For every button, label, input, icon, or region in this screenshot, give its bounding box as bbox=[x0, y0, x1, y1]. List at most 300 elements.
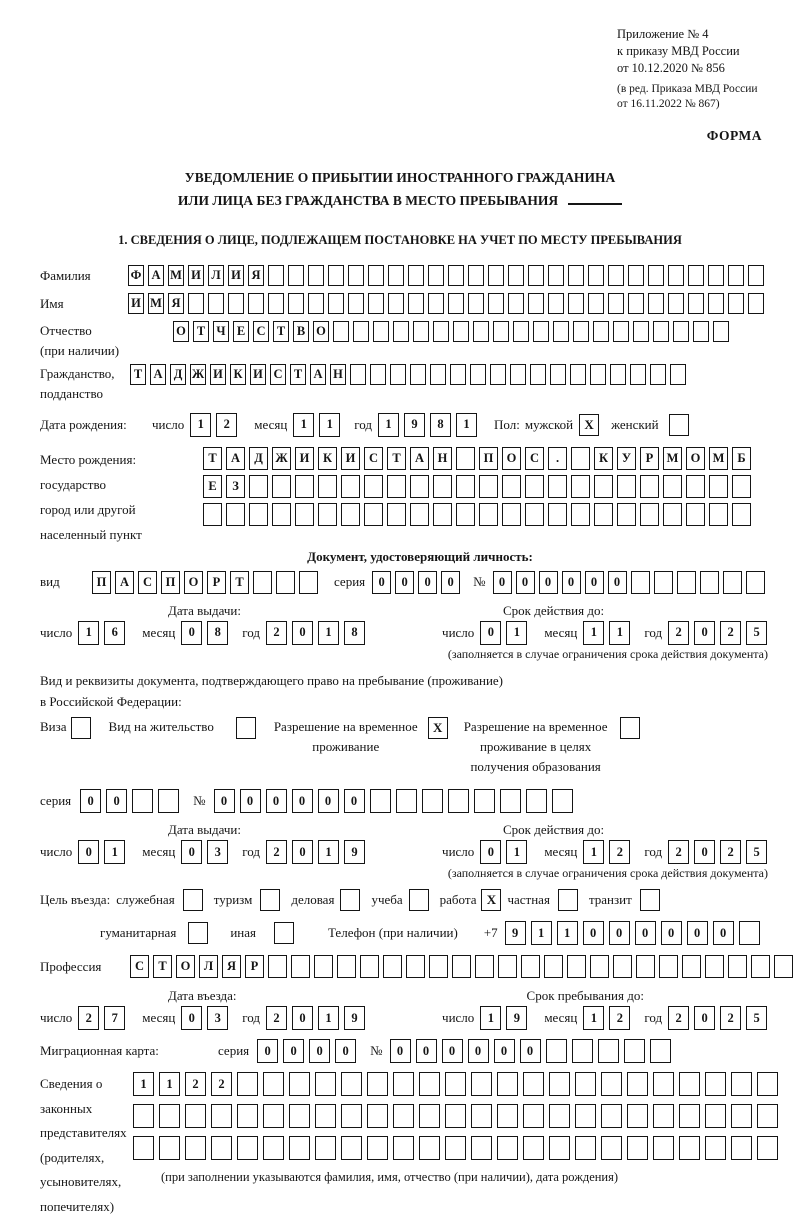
char-box[interactable] bbox=[433, 321, 449, 342]
char-box[interactable] bbox=[686, 503, 705, 526]
char-box[interactable] bbox=[608, 265, 624, 286]
char-box[interactable] bbox=[315, 1104, 336, 1128]
char-box[interactable] bbox=[608, 293, 624, 314]
char-box[interactable]: 1 bbox=[506, 621, 527, 645]
char-box[interactable] bbox=[490, 364, 506, 385]
char-box[interactable] bbox=[624, 1039, 645, 1063]
char-box[interactable]: И bbox=[210, 364, 226, 385]
temp-residence-edu-checkbox[interactable] bbox=[620, 717, 640, 739]
birth-month-boxes[interactable] bbox=[293, 413, 345, 437]
char-box[interactable]: Л bbox=[208, 265, 224, 286]
char-box[interactable] bbox=[628, 265, 644, 286]
char-box[interactable] bbox=[448, 789, 469, 813]
birth-place-boxes-2[interactable] bbox=[203, 475, 755, 498]
purpose-other-checkbox[interactable] bbox=[274, 922, 294, 944]
char-box[interactable]: 2 bbox=[668, 621, 689, 645]
purpose-tourism-checkbox[interactable] bbox=[260, 889, 280, 911]
char-box[interactable]: 0 bbox=[416, 1039, 437, 1063]
char-box[interactable] bbox=[268, 955, 287, 978]
char-box[interactable] bbox=[731, 1136, 752, 1160]
char-box[interactable] bbox=[709, 475, 728, 498]
char-box[interactable] bbox=[650, 364, 666, 385]
char-box[interactable]: 1 bbox=[480, 1006, 501, 1030]
char-box[interactable] bbox=[185, 1136, 206, 1160]
char-box[interactable] bbox=[341, 503, 360, 526]
char-box[interactable] bbox=[452, 955, 471, 978]
char-box[interactable] bbox=[370, 364, 386, 385]
char-box[interactable]: Н bbox=[433, 447, 452, 470]
char-box[interactable] bbox=[228, 293, 244, 314]
char-box[interactable]: Т bbox=[203, 447, 222, 470]
char-box[interactable] bbox=[364, 475, 383, 498]
char-box[interactable] bbox=[479, 475, 498, 498]
char-box[interactable] bbox=[419, 1104, 440, 1128]
char-box[interactable]: 0 bbox=[694, 840, 715, 864]
char-box[interactable] bbox=[474, 789, 495, 813]
temp-residence-checkbox[interactable]: X bbox=[428, 717, 448, 739]
char-box[interactable]: Т bbox=[230, 571, 249, 594]
char-box[interactable]: Н bbox=[330, 364, 346, 385]
char-box[interactable]: 2 bbox=[609, 840, 630, 864]
migration-series-boxes[interactable] bbox=[257, 1039, 361, 1063]
char-box[interactable] bbox=[610, 364, 626, 385]
char-box[interactable]: М bbox=[663, 447, 682, 470]
char-box[interactable] bbox=[502, 475, 521, 498]
char-box[interactable]: 0 bbox=[687, 921, 708, 945]
char-box[interactable]: 0 bbox=[493, 571, 512, 594]
char-box[interactable] bbox=[650, 1039, 671, 1063]
char-box[interactable] bbox=[588, 265, 604, 286]
char-box[interactable] bbox=[276, 571, 295, 594]
char-box[interactable] bbox=[500, 789, 521, 813]
char-box[interactable] bbox=[521, 955, 540, 978]
char-box[interactable] bbox=[341, 1136, 362, 1160]
char-box[interactable]: 0 bbox=[583, 921, 604, 945]
char-box[interactable]: 0 bbox=[520, 1039, 541, 1063]
char-box[interactable] bbox=[573, 321, 589, 342]
char-box[interactable] bbox=[383, 955, 402, 978]
expiry-year-boxes[interactable] bbox=[668, 621, 772, 645]
char-box[interactable] bbox=[473, 321, 489, 342]
char-box[interactable] bbox=[456, 447, 475, 470]
char-box[interactable] bbox=[445, 1072, 466, 1096]
char-box[interactable] bbox=[393, 321, 409, 342]
char-box[interactable]: 1 bbox=[378, 413, 399, 437]
char-box[interactable] bbox=[237, 1072, 258, 1096]
birth-day-boxes[interactable] bbox=[190, 413, 242, 437]
char-box[interactable] bbox=[757, 1104, 778, 1128]
stay-year-boxes[interactable] bbox=[668, 1006, 772, 1030]
char-box[interactable] bbox=[751, 955, 770, 978]
char-box[interactable]: О bbox=[176, 955, 195, 978]
char-box[interactable] bbox=[428, 293, 444, 314]
purpose-work-checkbox[interactable]: X bbox=[481, 889, 501, 911]
char-box[interactable] bbox=[308, 265, 324, 286]
char-box[interactable] bbox=[544, 955, 563, 978]
char-box[interactable] bbox=[159, 1136, 180, 1160]
rvp-issue-year-boxes[interactable] bbox=[266, 840, 370, 864]
char-box[interactable] bbox=[308, 293, 324, 314]
char-box[interactable] bbox=[548, 475, 567, 498]
char-box[interactable] bbox=[575, 1072, 596, 1096]
char-box[interactable] bbox=[679, 1136, 700, 1160]
char-box[interactable]: 2 bbox=[266, 1006, 287, 1030]
char-box[interactable] bbox=[268, 265, 284, 286]
char-box[interactable]: 1 bbox=[583, 1006, 604, 1030]
char-box[interactable]: 8 bbox=[344, 621, 365, 645]
entry-year-boxes[interactable] bbox=[266, 1006, 370, 1030]
char-box[interactable] bbox=[567, 955, 586, 978]
char-box[interactable] bbox=[203, 503, 222, 526]
char-box[interactable] bbox=[132, 789, 153, 813]
char-box[interactable] bbox=[679, 1072, 700, 1096]
purpose-humanitarian-checkbox[interactable] bbox=[188, 922, 208, 944]
char-box[interactable] bbox=[663, 475, 682, 498]
char-box[interactable]: 9 bbox=[344, 840, 365, 864]
char-box[interactable] bbox=[693, 321, 709, 342]
char-box[interactable] bbox=[627, 1104, 648, 1128]
char-box[interactable]: 8 bbox=[207, 621, 228, 645]
char-box[interactable] bbox=[413, 321, 429, 342]
surname-boxes[interactable] bbox=[128, 265, 768, 286]
char-box[interactable] bbox=[568, 265, 584, 286]
char-box[interactable] bbox=[526, 789, 547, 813]
char-box[interactable] bbox=[640, 503, 659, 526]
char-box[interactable]: 0 bbox=[292, 1006, 313, 1030]
char-box[interactable] bbox=[748, 293, 764, 314]
char-box[interactable] bbox=[627, 1136, 648, 1160]
char-box[interactable]: Т bbox=[387, 447, 406, 470]
char-box[interactable]: 6 bbox=[104, 621, 125, 645]
char-box[interactable] bbox=[367, 1104, 388, 1128]
issue-day-boxes[interactable] bbox=[78, 621, 130, 645]
char-box[interactable]: 3 bbox=[207, 840, 228, 864]
char-box[interactable]: 2 bbox=[266, 840, 287, 864]
char-box[interactable] bbox=[410, 475, 429, 498]
char-box[interactable] bbox=[588, 293, 604, 314]
char-box[interactable]: 3 bbox=[207, 1006, 228, 1030]
char-box[interactable] bbox=[553, 321, 569, 342]
char-box[interactable] bbox=[677, 571, 696, 594]
char-box[interactable] bbox=[419, 1136, 440, 1160]
char-box[interactable] bbox=[370, 789, 391, 813]
char-box[interactable]: 0 bbox=[441, 571, 460, 594]
char-box[interactable] bbox=[295, 503, 314, 526]
char-box[interactable]: 2 bbox=[668, 1006, 689, 1030]
char-box[interactable] bbox=[456, 475, 475, 498]
char-box[interactable] bbox=[528, 265, 544, 286]
char-box[interactable] bbox=[328, 293, 344, 314]
rvp-number-boxes[interactable] bbox=[214, 789, 578, 813]
char-box[interactable]: И bbox=[295, 447, 314, 470]
char-box[interactable]: П bbox=[161, 571, 180, 594]
doc-series-boxes[interactable] bbox=[372, 571, 464, 594]
char-box[interactable]: . bbox=[548, 447, 567, 470]
char-box[interactable]: 2 bbox=[78, 1006, 99, 1030]
char-box[interactable] bbox=[493, 321, 509, 342]
char-box[interactable] bbox=[488, 265, 504, 286]
char-box[interactable] bbox=[570, 364, 586, 385]
char-box[interactable] bbox=[263, 1136, 284, 1160]
char-box[interactable]: 2 bbox=[266, 621, 287, 645]
char-box[interactable]: А bbox=[115, 571, 134, 594]
char-box[interactable] bbox=[508, 293, 524, 314]
char-box[interactable] bbox=[289, 1136, 310, 1160]
birth-place-boxes-1[interactable] bbox=[203, 447, 755, 470]
char-box[interactable] bbox=[288, 265, 304, 286]
char-box[interactable]: В bbox=[293, 321, 309, 342]
char-box[interactable] bbox=[523, 1104, 544, 1128]
rvp-expiry-day-boxes[interactable] bbox=[480, 840, 532, 864]
char-box[interactable]: М bbox=[168, 265, 184, 286]
purpose-official-checkbox[interactable] bbox=[183, 889, 203, 911]
char-box[interactable]: 1 bbox=[159, 1072, 180, 1096]
char-box[interactable]: 1 bbox=[318, 840, 339, 864]
char-box[interactable]: 0 bbox=[266, 789, 287, 813]
char-box[interactable]: 0 bbox=[257, 1039, 278, 1063]
char-box[interactable]: Я bbox=[222, 955, 241, 978]
residence-permit-checkbox[interactable] bbox=[236, 717, 256, 739]
char-box[interactable] bbox=[571, 475, 590, 498]
char-box[interactable]: И bbox=[188, 265, 204, 286]
char-box[interactable] bbox=[448, 265, 464, 286]
char-box[interactable]: 1 bbox=[318, 1006, 339, 1030]
char-box[interactable]: 5 bbox=[746, 1006, 767, 1030]
char-box[interactable]: Д bbox=[170, 364, 186, 385]
char-box[interactable] bbox=[295, 475, 314, 498]
char-box[interactable] bbox=[408, 293, 424, 314]
char-box[interactable] bbox=[289, 1104, 310, 1128]
char-box[interactable]: 7 bbox=[104, 1006, 125, 1030]
char-box[interactable] bbox=[226, 503, 245, 526]
char-box[interactable] bbox=[479, 503, 498, 526]
char-box[interactable]: 9 bbox=[344, 1006, 365, 1030]
char-box[interactable]: А bbox=[150, 364, 166, 385]
char-box[interactable] bbox=[654, 571, 673, 594]
char-box[interactable] bbox=[237, 1104, 258, 1128]
char-box[interactable] bbox=[318, 475, 337, 498]
char-box[interactable] bbox=[470, 364, 486, 385]
char-box[interactable] bbox=[668, 265, 684, 286]
char-box[interactable]: 0 bbox=[181, 840, 202, 864]
visa-checkbox[interactable] bbox=[71, 717, 91, 739]
char-box[interactable] bbox=[373, 321, 389, 342]
char-box[interactable]: 0 bbox=[694, 621, 715, 645]
char-box[interactable] bbox=[185, 1104, 206, 1128]
char-box[interactable] bbox=[568, 293, 584, 314]
char-box[interactable]: 1 bbox=[133, 1072, 154, 1096]
char-box[interactable]: 8 bbox=[430, 413, 451, 437]
char-box[interactable]: 2 bbox=[211, 1072, 232, 1096]
char-box[interactable] bbox=[708, 293, 724, 314]
given-name-boxes[interactable] bbox=[128, 293, 768, 314]
char-box[interactable] bbox=[549, 1136, 570, 1160]
char-box[interactable] bbox=[158, 789, 179, 813]
char-box[interactable]: С bbox=[270, 364, 286, 385]
char-box[interactable]: Т bbox=[130, 364, 146, 385]
char-box[interactable]: И bbox=[228, 265, 244, 286]
char-box[interactable]: Т bbox=[290, 364, 306, 385]
char-box[interactable]: 1 bbox=[293, 413, 314, 437]
char-box[interactable] bbox=[341, 1072, 362, 1096]
char-box[interactable]: У bbox=[617, 447, 636, 470]
char-box[interactable] bbox=[673, 321, 689, 342]
char-box[interactable] bbox=[548, 503, 567, 526]
char-box[interactable]: Е bbox=[233, 321, 249, 342]
char-box[interactable]: 5 bbox=[746, 840, 767, 864]
char-box[interactable] bbox=[613, 955, 632, 978]
rvp-expiry-year-boxes[interactable] bbox=[668, 840, 772, 864]
char-box[interactable] bbox=[774, 955, 793, 978]
female-checkbox[interactable] bbox=[669, 414, 689, 436]
char-box[interactable]: Д bbox=[249, 447, 268, 470]
char-box[interactable] bbox=[709, 503, 728, 526]
char-box[interactable]: Е bbox=[203, 475, 222, 498]
char-box[interactable] bbox=[299, 571, 318, 594]
char-box[interactable] bbox=[497, 1072, 518, 1096]
char-box[interactable]: С bbox=[253, 321, 269, 342]
char-box[interactable]: З bbox=[226, 475, 245, 498]
char-box[interactable] bbox=[682, 955, 701, 978]
char-box[interactable] bbox=[571, 503, 590, 526]
rvp-series-boxes[interactable] bbox=[80, 789, 184, 813]
char-box[interactable]: О bbox=[313, 321, 329, 342]
char-box[interactable]: 2 bbox=[720, 840, 741, 864]
stay-month-boxes[interactable] bbox=[583, 1006, 635, 1030]
char-box[interactable]: Р bbox=[245, 955, 264, 978]
char-box[interactable]: 2 bbox=[185, 1072, 206, 1096]
char-box[interactable] bbox=[502, 503, 521, 526]
char-box[interactable] bbox=[430, 364, 446, 385]
char-box[interactable] bbox=[594, 503, 613, 526]
char-box[interactable]: 0 bbox=[635, 921, 656, 945]
char-box[interactable] bbox=[393, 1072, 414, 1096]
char-box[interactable]: М bbox=[709, 447, 728, 470]
char-box[interactable]: 2 bbox=[216, 413, 237, 437]
char-box[interactable] bbox=[291, 955, 310, 978]
char-box[interactable]: Т bbox=[273, 321, 289, 342]
char-box[interactable]: Т bbox=[153, 955, 172, 978]
profession-boxes[interactable] bbox=[130, 955, 797, 978]
char-box[interactable] bbox=[456, 503, 475, 526]
char-box[interactable] bbox=[617, 475, 636, 498]
char-box[interactable] bbox=[368, 265, 384, 286]
char-box[interactable] bbox=[249, 475, 268, 498]
char-box[interactable]: 0 bbox=[562, 571, 581, 594]
char-box[interactable]: 1 bbox=[506, 840, 527, 864]
char-box[interactable] bbox=[288, 293, 304, 314]
char-box[interactable] bbox=[387, 475, 406, 498]
char-box[interactable] bbox=[433, 475, 452, 498]
char-box[interactable]: Т bbox=[193, 321, 209, 342]
rvp-expiry-month-boxes[interactable] bbox=[583, 840, 635, 864]
char-box[interactable] bbox=[523, 1136, 544, 1160]
char-box[interactable] bbox=[428, 265, 444, 286]
char-box[interactable] bbox=[429, 955, 448, 978]
char-box[interactable]: 0 bbox=[344, 789, 365, 813]
char-box[interactable] bbox=[263, 1104, 284, 1128]
char-box[interactable] bbox=[628, 293, 644, 314]
migration-number-boxes[interactable] bbox=[390, 1039, 676, 1063]
char-box[interactable] bbox=[659, 955, 678, 978]
char-box[interactable]: 0 bbox=[390, 1039, 411, 1063]
char-box[interactable] bbox=[617, 503, 636, 526]
char-box[interactable]: О bbox=[502, 447, 521, 470]
char-box[interactable] bbox=[410, 364, 426, 385]
char-box[interactable] bbox=[663, 503, 682, 526]
char-box[interactable]: И bbox=[341, 447, 360, 470]
expiry-month-boxes[interactable] bbox=[583, 621, 635, 645]
char-box[interactable]: Ж bbox=[272, 447, 291, 470]
char-box[interactable] bbox=[468, 293, 484, 314]
char-box[interactable]: К bbox=[318, 447, 337, 470]
char-box[interactable]: 2 bbox=[720, 1006, 741, 1030]
char-box[interactable] bbox=[513, 321, 529, 342]
char-box[interactable] bbox=[406, 955, 425, 978]
char-box[interactable]: 0 bbox=[608, 571, 627, 594]
char-box[interactable] bbox=[237, 1136, 258, 1160]
char-box[interactable] bbox=[732, 475, 751, 498]
char-box[interactable] bbox=[728, 293, 744, 314]
char-box[interactable] bbox=[350, 364, 366, 385]
char-box[interactable]: 0 bbox=[106, 789, 127, 813]
char-box[interactable]: С bbox=[130, 955, 149, 978]
char-box[interactable]: 0 bbox=[181, 1006, 202, 1030]
char-box[interactable]: Ф bbox=[128, 265, 144, 286]
char-box[interactable] bbox=[590, 955, 609, 978]
char-box[interactable] bbox=[548, 293, 564, 314]
char-box[interactable]: 0 bbox=[480, 840, 501, 864]
patronymic-boxes[interactable] bbox=[173, 321, 733, 342]
char-box[interactable] bbox=[422, 789, 443, 813]
char-box[interactable] bbox=[508, 265, 524, 286]
char-box[interactable] bbox=[268, 293, 284, 314]
char-box[interactable] bbox=[393, 1104, 414, 1128]
rvp-issue-day-boxes[interactable] bbox=[78, 840, 130, 864]
char-box[interactable]: 9 bbox=[404, 413, 425, 437]
char-box[interactable]: 0 bbox=[372, 571, 391, 594]
char-box[interactable]: 5 bbox=[746, 621, 767, 645]
char-box[interactable]: 1 bbox=[456, 413, 477, 437]
char-box[interactable] bbox=[333, 321, 349, 342]
char-box[interactable] bbox=[410, 503, 429, 526]
expiry-day-boxes[interactable] bbox=[480, 621, 532, 645]
char-box[interactable]: 0 bbox=[309, 1039, 330, 1063]
char-box[interactable] bbox=[488, 293, 504, 314]
char-box[interactable] bbox=[337, 955, 356, 978]
char-box[interactable] bbox=[575, 1104, 596, 1128]
char-box[interactable] bbox=[728, 955, 747, 978]
char-box[interactable] bbox=[419, 1072, 440, 1096]
char-box[interactable]: 1 bbox=[319, 413, 340, 437]
char-box[interactable] bbox=[471, 1104, 492, 1128]
char-box[interactable]: 1 bbox=[104, 840, 125, 864]
char-box[interactable]: А bbox=[310, 364, 326, 385]
char-box[interactable]: О bbox=[686, 447, 705, 470]
char-box[interactable] bbox=[648, 265, 664, 286]
char-box[interactable] bbox=[731, 1104, 752, 1128]
char-box[interactable] bbox=[348, 293, 364, 314]
char-box[interactable] bbox=[731, 1072, 752, 1096]
char-box[interactable] bbox=[525, 475, 544, 498]
char-box[interactable] bbox=[653, 321, 669, 342]
char-box[interactable] bbox=[590, 364, 606, 385]
char-box[interactable]: 0 bbox=[516, 571, 535, 594]
char-box[interactable] bbox=[388, 265, 404, 286]
char-box[interactable] bbox=[653, 1072, 674, 1096]
phone-boxes[interactable] bbox=[505, 921, 765, 945]
char-box[interactable] bbox=[348, 265, 364, 286]
